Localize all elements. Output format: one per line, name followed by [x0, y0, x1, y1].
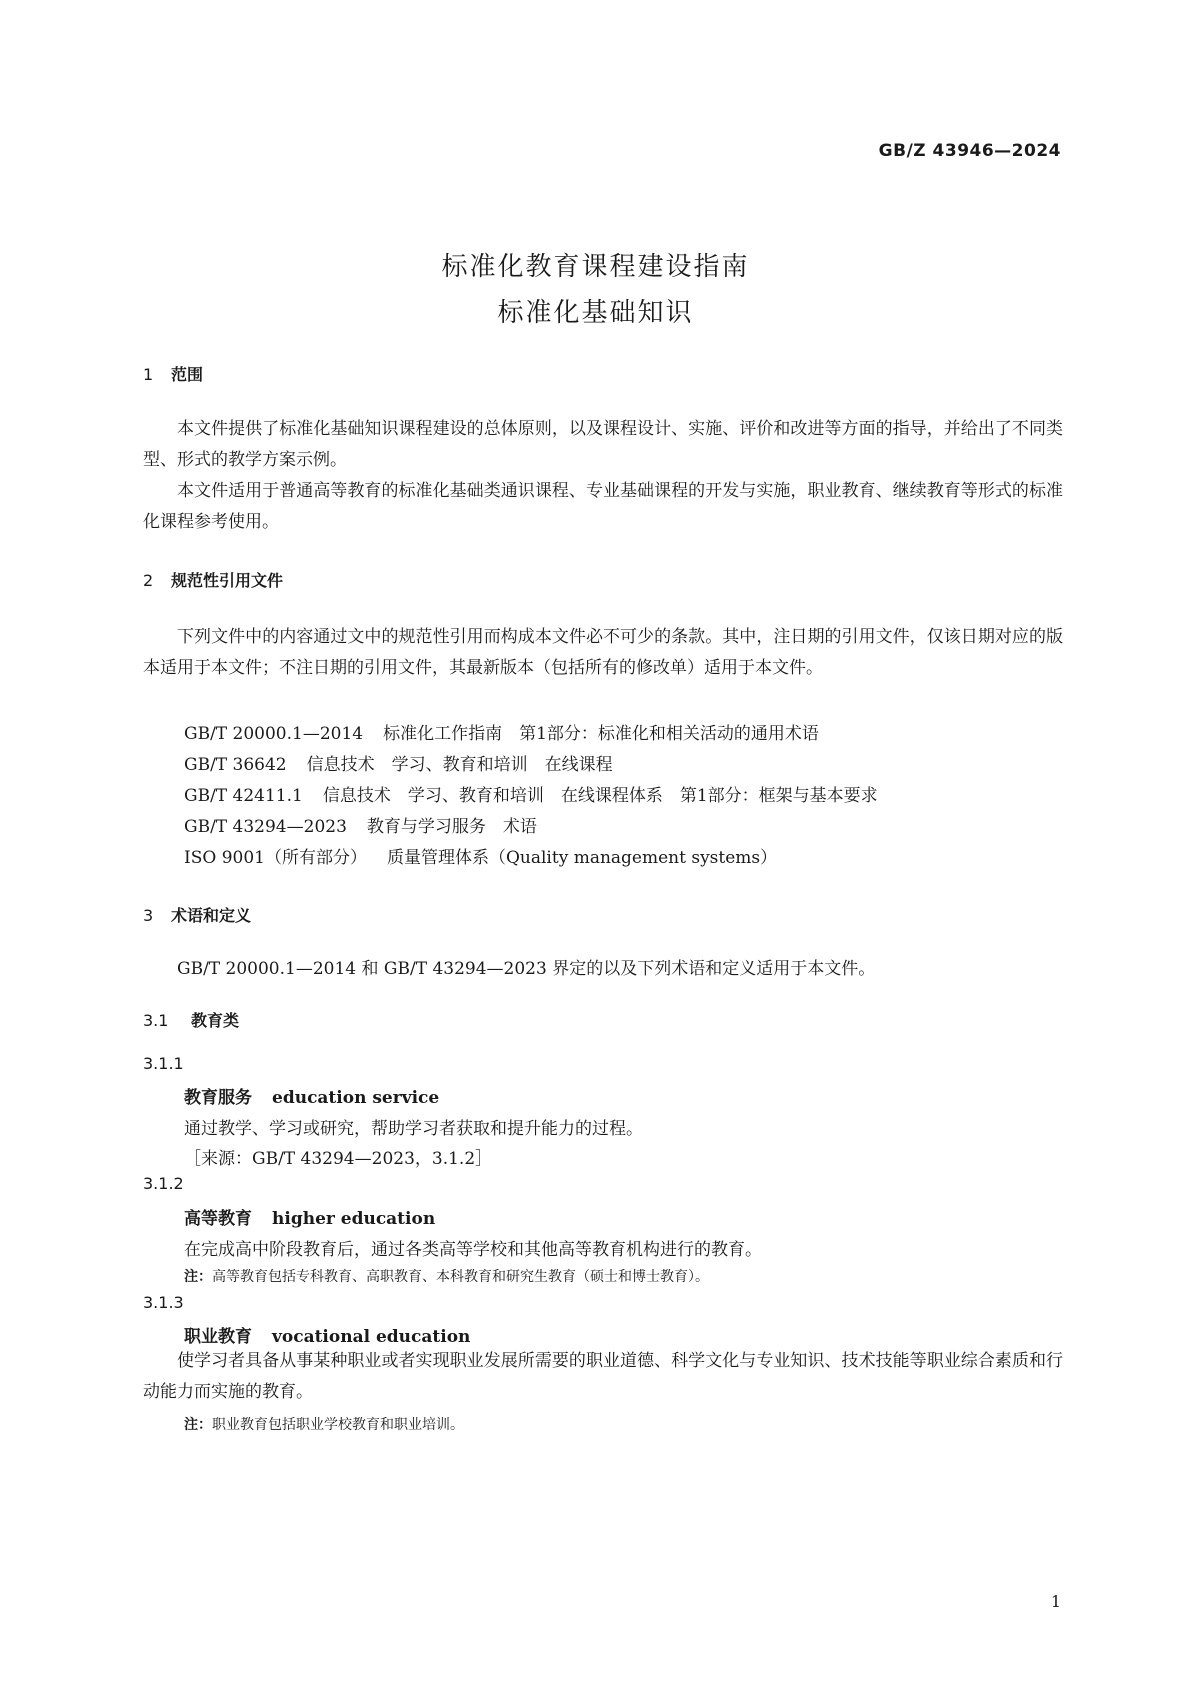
term-number-text: 3.1.3 [143, 1293, 184, 1312]
term-definition: 使学习者具备从事某种职业或者实现职业发展所需要的职业道德、科学文化与专业知识、技术技能等职业综合素质和行动能力而实施的教育。 [143, 1351, 1063, 1402]
standard-number: GB/Z 43946—2024 [878, 141, 1061, 161]
reference-name: 教育与学习服务 术语 [366, 817, 537, 837]
section-number: 2 [143, 571, 154, 590]
term-definition: 通过教学、学习或研究，帮助学习者获取和提升能力的过程。 [184, 1119, 643, 1139]
note-text: 高等教育包括专科教育、高职教育、本科教育和研究生教育（硕士和博士教育）。 [212, 1269, 709, 1285]
subsection-title: 教育类 [191, 1011, 240, 1030]
reference-name: 信息技术 学习、教育和培训 在线课程 [306, 755, 613, 775]
term-en: higher education [272, 1209, 436, 1229]
note-label: 注： [184, 1417, 212, 1433]
reference-item [184, 719, 819, 744]
term-definition: 在完成高中阶段教育后，通过各类高等学校和其他高等教育机构进行的教育。 [184, 1240, 762, 1260]
note-text: 职业教育包括职业学校教育和职业培训。 [212, 1417, 464, 1433]
term-number-text: 3.1.1 [143, 1054, 184, 1073]
section-number: 1 [143, 365, 154, 384]
scope-paragraph-2: 本文件适用于普通高等教育的标准化基础类通识课程、专业基础课程的开发与实施，职业教育、继续教育等形式的标准化课程参考使用。 [143, 481, 1063, 532]
term-zh: 高等教育 [184, 1209, 252, 1229]
section-2-heading [143, 568, 283, 591]
reference-code: GB/T 42411.1 [184, 786, 303, 806]
note-label: 注： [184, 1269, 212, 1285]
scope-paragraph-1: 本文件提供了标准化基础知识课程建设的总体原则，以及课程设计、实施、评价和改进等方面的指导，并给出了不同类型、形式的教学方案示例。 [143, 419, 1063, 470]
document-title: 标准化教育课程建设指南 [441, 252, 750, 282]
term-number [143, 1293, 184, 1312]
term-note [184, 1266, 709, 1286]
reference-item [184, 812, 537, 837]
subsection-number: 3.1 [143, 1011, 169, 1030]
section-title: 规范性引用文件 [171, 571, 284, 590]
document-subtitle: 标准化基础知识 [497, 298, 694, 328]
reference-code: GB/T 43294—2023 [184, 817, 347, 837]
term-number [143, 1174, 184, 1193]
reference-item [184, 781, 878, 806]
term-heading [184, 1322, 470, 1347]
page-number: 1 [1050, 1592, 1061, 1611]
reference-item [184, 843, 777, 868]
reference-name: 信息技术 学习、教育和培训 在线课程体系 第1部分：框架与基本要求 [322, 786, 878, 806]
reference-name: 质量管理体系（Quality management systems） [386, 848, 778, 868]
subsection-3-1-heading [143, 1008, 239, 1031]
term-en: education service [272, 1088, 440, 1108]
term-source: ［来源：GB/T 43294—2023，3.1.2］ [184, 1149, 493, 1169]
term-number-text: 3.1.2 [143, 1174, 184, 1193]
term-en: vocational education [272, 1327, 471, 1347]
term-heading [184, 1204, 435, 1229]
section-1-heading [143, 362, 203, 385]
reference-name: 标准化工作指南 第1部分：标准化和相关活动的通用术语 [383, 724, 819, 744]
term-zh: 职业教育 [184, 1327, 252, 1347]
section-title: 范围 [171, 365, 204, 384]
section-title: 术语和定义 [171, 906, 252, 925]
reference-code: GB/T 36642 [184, 755, 287, 775]
section-number: 3 [143, 906, 154, 925]
section-3-heading [143, 903, 251, 926]
term-zh: 教育服务 [184, 1088, 252, 1108]
term-number [143, 1054, 184, 1073]
reference-item [184, 750, 613, 775]
terms-intro-paragraph: GB/T 20000.1—2014 和 GB/T 43294—2023 界定的以及下列术语和定义适用于本文件。 [177, 959, 876, 979]
term-heading [184, 1083, 439, 1108]
reference-code: GB/T 20000.1—2014 [184, 724, 364, 744]
term-note [184, 1414, 464, 1434]
reference-code: ISO 9001（所有部分） [184, 848, 367, 868]
references-intro-paragraph: 下列文件中的内容通过文中的规范性引用而构成本文件必不可少的条款。其中，注日期的引用文件，仅该日期对应的版本适用于本文件；不注日期的引用文件，其最新版本（包括所有的修改单）适用于本文件。 [143, 627, 1063, 678]
